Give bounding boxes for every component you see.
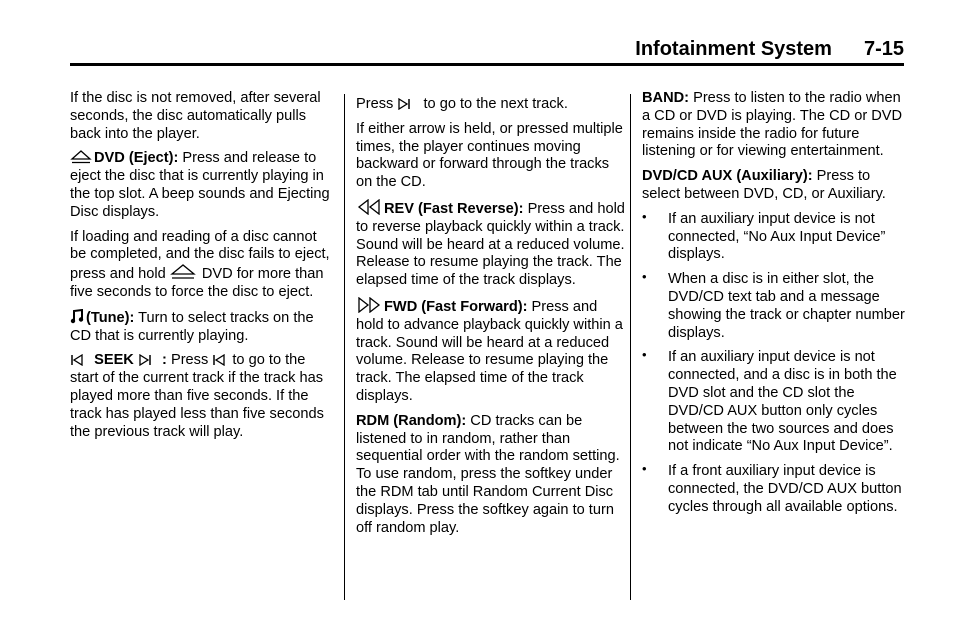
bullet-item: • If an auxiliary input device is not connected, “No Aux Input Device” displays. <box>642 211 912 264</box>
eject-hold-paragraph: If loading and reading of a disc cannot be completed, and the disc fails to eject, press and hold DVD for more than five seconds to force the disc to eject. <box>70 228 330 300</box>
aux-paragraph: DVD/CD AUX (Auxiliary): Press to select between DVD, CD, or Auxiliary. <box>642 168 886 202</box>
bullet-item: • When a disc is in either slot, the DVD/CD text tab and a message showing the track or chapter number displays. <box>642 271 912 342</box>
rev-label: REV (Fast Reverse): <box>384 200 524 217</box>
eject-icon <box>170 264 196 280</box>
rdm-paragraph: RDM (Random): CD tracks can be listened to in random, rather than sequential order with the random setting. To use random, press the softkey under the RDM tab until Random Current Disc displays. Press the softkey again to turn off random play. <box>356 412 620 536</box>
eject-icon <box>70 150 92 164</box>
fast-forward-icon <box>356 297 382 313</box>
section-title: Infotainment System <box>635 38 832 60</box>
rev-paragraph: REV (Fast Reverse): Press and hold to reverse playback quickly within a track. Sound will be heard at a reduced volume. Release to resume playing the track. The elapsed time of the track displays. <box>356 200 625 289</box>
page-header <box>635 38 904 61</box>
tune-label: (Tune): <box>86 309 135 326</box>
column-divider <box>344 94 345 600</box>
bullet-item: • If a front auxiliary input device is connected, the DVD/CD AUX button cycles through all available options. <box>642 463 912 516</box>
column-divider <box>630 94 631 600</box>
music-note-icon <box>70 309 84 324</box>
seek-back-icon <box>70 354 84 366</box>
column-3 <box>642 90 912 524</box>
band-paragraph: BAND: Press to listen to the radio when a CD or DVD is playing. The CD or DVD remains inside the radio for future listening or for viewing entertainment. <box>642 90 903 160</box>
column-1 <box>70 90 332 448</box>
fwd-paragraph: FWD (Fast Forward): Press and hold to advance playback quickly within a track. Sound will be heard at a reduced volume. Release to resume playing the track. The elapsed time of the track displays. <box>356 298 623 404</box>
rdm-label: RDM (Random): <box>356 412 467 429</box>
seek-label: SEEK <box>94 352 134 369</box>
seek-back-icon <box>212 354 226 366</box>
eject-paragraph: DVD (Eject): Press and release to eject the disc that is currently playing in the top slot. A beep sounds and Ejecting Disc displays. <box>70 150 330 220</box>
seek-paragraph: SEEK : Press to go to the start of the current track if the track has played more than five seconds. If the track has played less than five seconds the previous track will play. <box>70 352 324 440</box>
header-rule <box>70 63 904 66</box>
eject-label: DVD (Eject): <box>94 150 179 167</box>
next-track-paragraph: Press to go to the next track. <box>356 96 568 112</box>
tune-paragraph: (Tune): Turn to select tracks on the CD that is currently playing. <box>70 309 314 344</box>
band-label: BAND: <box>642 90 690 106</box>
seek-forward-icon <box>397 98 413 110</box>
seek-forward-icon <box>138 354 152 366</box>
page-number: 7-15 <box>863 38 904 60</box>
fast-reverse-icon <box>356 199 382 215</box>
bullet-item: • If an auxiliary input device is not connected, and a disc is in both the DVD slot and the CD slot the DVD/CD AUX button only cycles between the two sources and does not indicate “No Aux Input Device”. <box>642 349 912 456</box>
paragraph: If the disc is not removed, after several seconds, the disc automatically pulls back into the player. <box>70 90 321 142</box>
paragraph: If either arrow is held, or pressed multiple times, the player continues moving backward or forward through the tracks on the CD. <box>356 120 623 191</box>
aux-label: DVD/CD AUX (Auxiliary): <box>642 168 813 185</box>
column-2 <box>356 96 626 544</box>
fwd-label: FWD (Fast Forward): <box>384 298 528 315</box>
